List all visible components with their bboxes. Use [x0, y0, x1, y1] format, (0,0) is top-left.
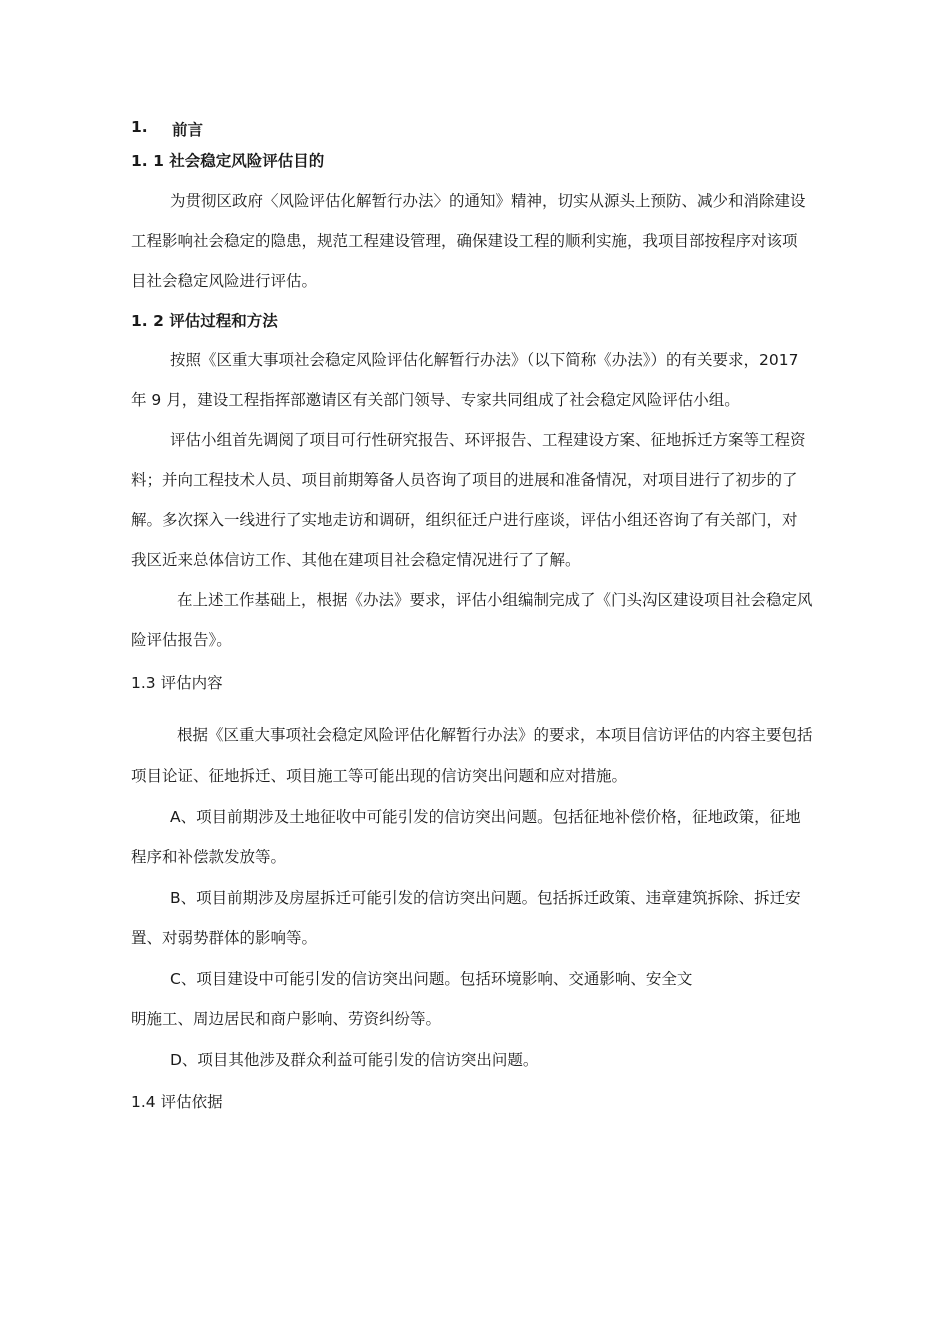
list-item-a: A、项目前期涉及土地征收中可能引发的信访突出问题。包括征地补偿价格，征地政策，征地 [170, 808, 801, 826]
paragraph-line: 在上述工作基础上，根据《办法》要求，评估小组编制完成了《门头沟区建设项目社会稳定风 [177, 591, 813, 609]
list-item-c-cont: 明施工、周边居民和商户影响、劳资纠纷等。 [131, 1010, 442, 1028]
paragraph-line: 为贯彻区政府〈风险评估化解暂行办法〉的通知》精神，切实从源头上预防、减少和消除建设 [170, 192, 806, 210]
paragraph-line: 按照《区重大事项社会稳定风险评估化解暂行办法》（以下简称《办法》）的有关要求，2017 [170, 351, 799, 369]
heading-1-1: 1. 1 社会稳定风险评估目的 [131, 152, 325, 170]
list-item-c: C、项目建设中可能引发的信访突出问题。包括环境影响、交通影响、安全文 [170, 970, 693, 988]
list-item-d: D、项目其他涉及群众利益可能引发的信访突出问题。 [170, 1051, 539, 1069]
paragraph-line: 目社会稳定风险进行评估。 [131, 272, 318, 290]
list-item-b: B、项目前期涉及房屋拆迁可能引发的信访突出问题。包括拆迁政策、违章建筑拆除、拆迁安 [170, 889, 801, 907]
paragraph-line: 解。多次探入一线进行了实地走访和调研，组织征迁户进行座谈，评估小组还咨询了有关部门，对 [131, 511, 798, 529]
paragraph-line: 料；并向工程技术人员、项目前期筹备人员咨询了项目的进展和准备情况，对项目进行了初步的了 [131, 471, 798, 489]
heading-1-3: 1.3 评估内容 [131, 674, 223, 692]
section-number: 1. [131, 118, 148, 136]
paragraph-line: 项目论证、征地拆迁、项目施工等可能出现的信访突出问题和应对措施。 [131, 767, 628, 785]
section-title: 前言 [172, 121, 204, 139]
paragraph-line: 工程影响社会稳定的隐患，规范工程建设管理，确保建设工程的顺利实施，我项目部按程序对该项 [131, 232, 798, 250]
paragraph-line: 险评估报告》。 [131, 631, 232, 649]
paragraph-line: 评估小组首先调阅了项目可行性研究报告、环评报告、工程建设方案、征地拆迁方案等工程资 [170, 431, 806, 449]
paragraph-line: 根据《区重大事项社会稳定风险评估化解暂行办法》的要求，本项目信访评估的内容主要包括 [177, 726, 813, 744]
paragraph-line: 年 9 月，建设工程指挥部邀请区有关部门领导、专家共同组成了社会稳定风险评估小组。 [131, 391, 740, 409]
list-item-a-cont: 程序和补偿款发放等。 [131, 848, 287, 866]
heading-1-4: 1.4 评估依据 [131, 1093, 223, 1111]
heading-1-2: 1. 2 评估过程和方法 [131, 312, 278, 330]
paragraph-line: 我区近来总体信访工作、其他在建项目社会稳定情况进行了了解。 [131, 551, 581, 569]
list-item-b-cont: 置、对弱势群体的影响等。 [131, 929, 318, 947]
